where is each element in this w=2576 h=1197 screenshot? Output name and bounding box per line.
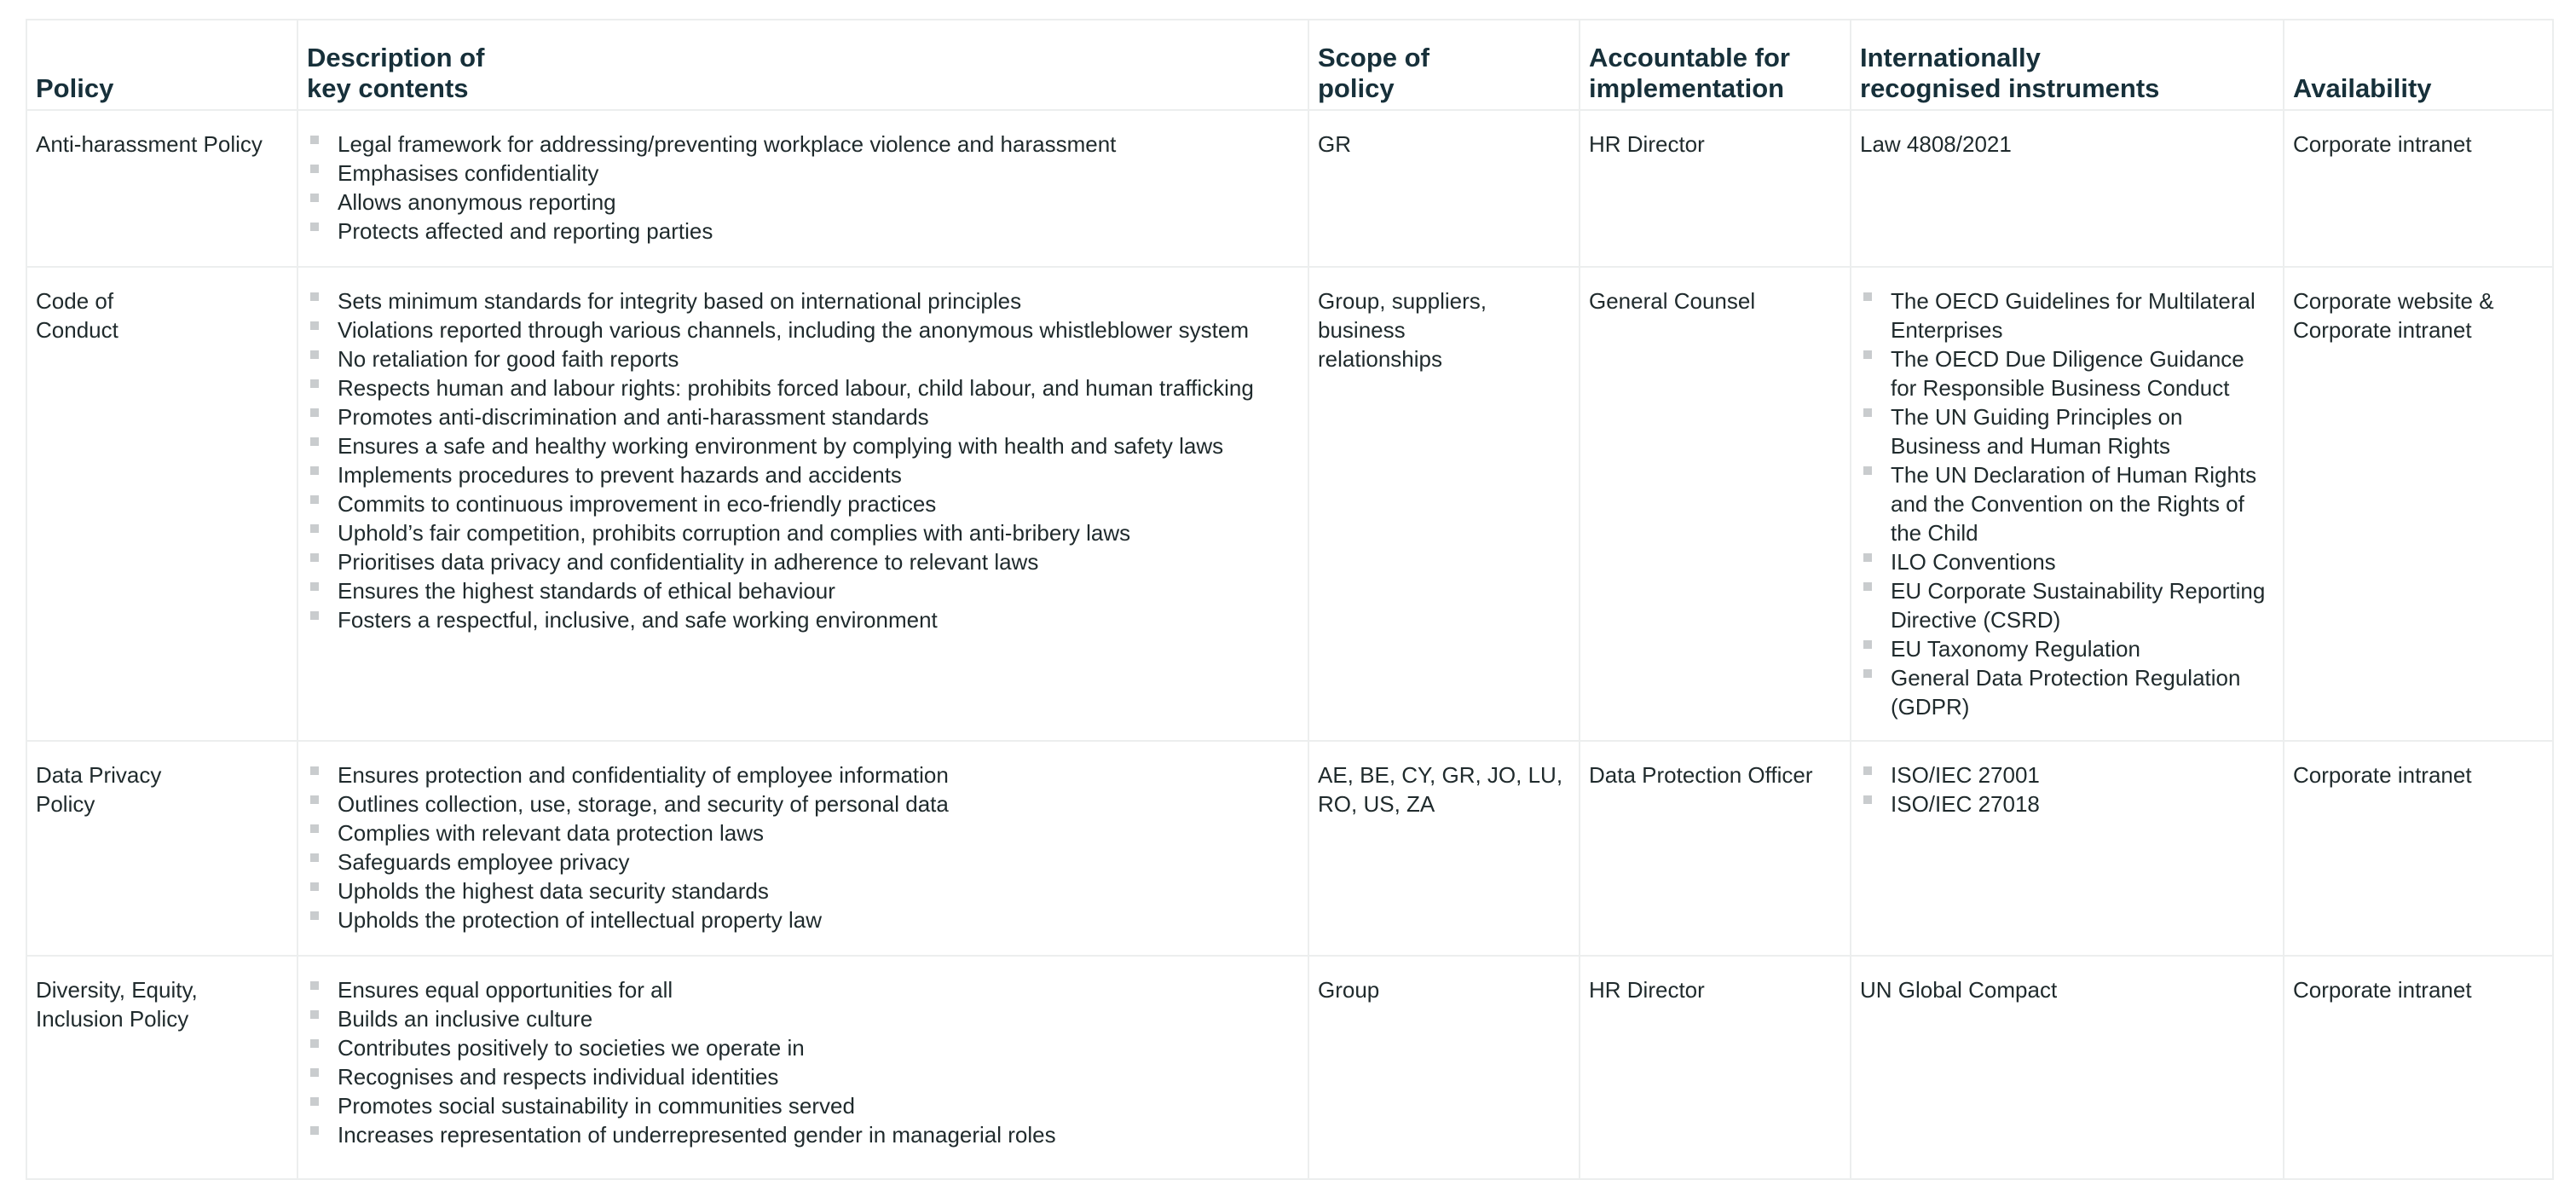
- list-item: Contributes positively to societies we operate in: [307, 1033, 1299, 1062]
- policy-name: Anti-harassment Policy: [26, 110, 297, 267]
- list-item: Promotes anti-discrimination and anti-harassment standards: [307, 402, 1299, 431]
- policy-table: [26, 19, 2554, 1180]
- list-item: Increases representation of underrepresented gender in managerial roles: [307, 1120, 1299, 1149]
- description-list: [307, 975, 1299, 1149]
- list-item: Fosters a respectful, inclusive, and safe working environment: [307, 605, 1299, 634]
- table-row: [26, 956, 2553, 1179]
- description-list: [307, 760, 1299, 934]
- scope-cell: Group, suppliers, business relationships: [1308, 267, 1580, 741]
- description-cell: [297, 110, 1308, 267]
- accountable-cell: HR Director: [1580, 956, 1851, 1179]
- table-row: [26, 267, 2553, 741]
- description-list: [307, 130, 1299, 246]
- list-item: Ensures protection and confidentiality of employee information: [307, 760, 1299, 789]
- list-item: Ensures a safe and healthy working environment by complying with health and safety laws: [307, 431, 1299, 460]
- header-scope: Scope of policy: [1308, 20, 1580, 110]
- list-item: Upholds the protection of intellectual property law: [307, 905, 1299, 934]
- list-item: General Data Protection Regulation (GDPR): [1860, 663, 2274, 721]
- list-item: EU Corporate Sustainability Reporting Directive (CSRD): [1860, 576, 2274, 634]
- list-item: Promotes social sustainability in communities served: [307, 1091, 1299, 1120]
- list-item: Implements procedures to prevent hazards and accidents: [307, 460, 1299, 489]
- list-item: Legal framework for addressing/preventing workplace violence and harassment: [307, 130, 1299, 159]
- availability-cell: Corporate intranet: [2284, 741, 2553, 956]
- list-item: Builds an inclusive culture: [307, 1004, 1299, 1033]
- list-item: Recognises and respects individual identities: [307, 1062, 1299, 1091]
- header-accountable: Accountable for implementation: [1580, 20, 1851, 110]
- list-item: Protects affected and reporting parties: [307, 217, 1299, 246]
- list-item: EU Taxonomy Regulation: [1860, 634, 2274, 663]
- availability-cell: Corporate website & Corporate intranet: [2284, 267, 2553, 741]
- list-item: No retaliation for good faith reports: [307, 344, 1299, 373]
- list-item: Emphasises confidentiality: [307, 159, 1299, 188]
- list-item: The OECD Due Diligence Guidance for Responsible Business Conduct: [1860, 344, 2274, 402]
- list-item: Upholds the highest data security standards: [307, 876, 1299, 905]
- description-cell: [297, 741, 1308, 956]
- list-item: Sets minimum standards for integrity based on international principles: [307, 286, 1299, 315]
- list-item: Outlines collection, use, storage, and security of personal data: [307, 789, 1299, 818]
- list-item: ILO Conventions: [1860, 547, 2274, 576]
- list-item: The OECD Guidelines for Multilateral Enterprises: [1860, 286, 2274, 344]
- header-row: [26, 20, 2553, 110]
- table-row: [26, 741, 2553, 956]
- list-item: Uphold’s fair competition, prohibits corruption and complies with anti-bribery laws: [307, 518, 1299, 547]
- instruments-list: [1860, 286, 2274, 721]
- list-item: Respects human and labour rights: prohibits forced labour, child labour, and human trafficking: [307, 373, 1299, 402]
- instruments-cell: Law 4808/2021: [1851, 110, 2284, 267]
- scope-cell: AE, BE, CY, GR, JO, LU, RO, US, ZA: [1308, 741, 1580, 956]
- policy-name: Data Privacy Policy: [26, 741, 297, 956]
- table-header: [26, 20, 2553, 110]
- header-availability: Availability: [2284, 20, 2553, 110]
- description-cell: [297, 956, 1308, 1179]
- accountable-cell: General Counsel: [1580, 267, 1851, 741]
- list-item: ISO/IEC 27018: [1860, 789, 2274, 818]
- policy-name: Diversity, Equity, Inclusion Policy: [26, 956, 297, 1179]
- availability-cell: Corporate intranet: [2284, 110, 2553, 267]
- description-cell: [297, 267, 1308, 741]
- accountable-cell: HR Director: [1580, 110, 1851, 267]
- policy-name: Code of Conduct: [26, 267, 297, 741]
- availability-cell: Corporate intranet: [2284, 956, 2553, 1179]
- list-item: Ensures equal opportunities for all: [307, 975, 1299, 1004]
- table-body: [26, 110, 2553, 1179]
- list-item: Prioritises data privacy and confidentiality in adherence to relevant laws: [307, 547, 1299, 576]
- header-description: Description of key contents: [297, 20, 1308, 110]
- header-policy: Policy: [26, 20, 297, 110]
- scope-cell: GR: [1308, 110, 1580, 267]
- instruments-cell: UN Global Compact: [1851, 956, 2284, 1179]
- description-list: [307, 286, 1299, 634]
- accountable-cell: Data Protection Officer: [1580, 741, 1851, 956]
- list-item: Ensures the highest standards of ethical behaviour: [307, 576, 1299, 605]
- list-item: The UN Declaration of Human Rights and the Convention on the Rights of the Child: [1860, 460, 2274, 547]
- instruments-cell: [1851, 741, 2284, 956]
- header-instruments: Internationally recognised instruments: [1851, 20, 2284, 110]
- instruments-cell: [1851, 267, 2284, 741]
- list-item: Allows anonymous reporting: [307, 188, 1299, 217]
- list-item: Safeguards employee privacy: [307, 847, 1299, 876]
- list-item: The UN Guiding Principles on Business and Human Rights: [1860, 402, 2274, 460]
- list-item: Commits to continuous improvement in eco-friendly practices: [307, 489, 1299, 518]
- instruments-list: [1860, 760, 2274, 818]
- scope-cell: Group: [1308, 956, 1580, 1179]
- list-item: Complies with relevant data protection laws: [307, 818, 1299, 847]
- list-item: Violations reported through various channels, including the anonymous whistleblower system: [307, 315, 1299, 344]
- table-row: [26, 110, 2553, 267]
- list-item: ISO/IEC 27001: [1860, 760, 2274, 789]
